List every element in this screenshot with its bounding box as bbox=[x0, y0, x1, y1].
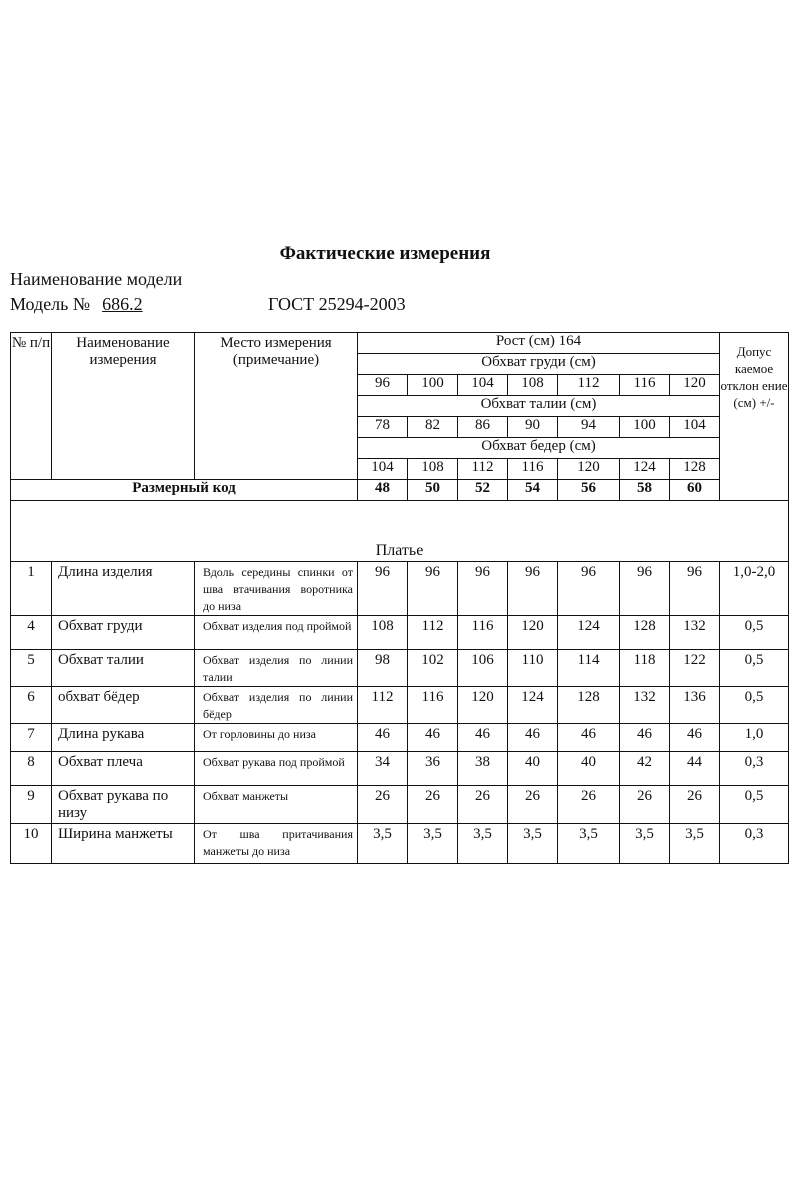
chest-value: 116 bbox=[620, 375, 670, 396]
measure-value: 96 bbox=[458, 562, 508, 616]
measure-value: 40 bbox=[558, 752, 620, 786]
waist-value: 90 bbox=[508, 417, 558, 438]
tolerance-value: 0,3 bbox=[720, 824, 789, 864]
waist-value: 86 bbox=[458, 417, 508, 438]
measure-value: 116 bbox=[408, 687, 458, 724]
waist-value: 104 bbox=[670, 417, 720, 438]
measure-value: 124 bbox=[508, 687, 558, 724]
measurements-table bbox=[10, 332, 789, 864]
measure-value: 3,5 bbox=[358, 824, 408, 864]
tolerance-value: 0,5 bbox=[720, 687, 789, 724]
row-number: 6 bbox=[11, 687, 52, 724]
measure-place: Обхват рукава под проймой bbox=[195, 752, 358, 786]
table-row bbox=[11, 724, 789, 752]
size-code: 48 bbox=[358, 480, 408, 501]
measure-name: обхват бёдер bbox=[52, 687, 195, 724]
header-height: Рост (см) 164 bbox=[358, 333, 720, 354]
measure-value: 96 bbox=[670, 562, 720, 616]
header-hips: Обхват бедер (см) bbox=[358, 438, 720, 459]
measure-value: 122 bbox=[670, 650, 720, 687]
chest-value: 100 bbox=[408, 375, 458, 396]
header-measure-place: Место измерения (примечание) bbox=[195, 333, 358, 480]
measure-value: 26 bbox=[358, 786, 408, 824]
measure-value: 136 bbox=[670, 687, 720, 724]
row-number: 8 bbox=[11, 752, 52, 786]
measure-value: 38 bbox=[458, 752, 508, 786]
measure-place: Обхват изделия по линии талии bbox=[195, 650, 358, 687]
measure-value: 3,5 bbox=[458, 824, 508, 864]
measure-value: 3,5 bbox=[670, 824, 720, 864]
waist-value: 78 bbox=[358, 417, 408, 438]
table-row bbox=[11, 650, 789, 687]
measure-value: 3,5 bbox=[508, 824, 558, 864]
table-row bbox=[11, 824, 789, 864]
section-title: Платье bbox=[11, 501, 789, 562]
table-row bbox=[11, 752, 789, 786]
chest-value: 120 bbox=[670, 375, 720, 396]
hips-value: 108 bbox=[408, 459, 458, 480]
hips-value: 116 bbox=[508, 459, 558, 480]
measure-value: 96 bbox=[558, 562, 620, 616]
document-title: Фактические измерения bbox=[279, 243, 491, 264]
measure-value: 118 bbox=[620, 650, 670, 687]
measure-value: 46 bbox=[508, 724, 558, 752]
row-number: 10 bbox=[11, 824, 52, 864]
measure-value: 26 bbox=[458, 786, 508, 824]
model-number-line bbox=[10, 294, 160, 315]
measure-value: 132 bbox=[620, 687, 670, 724]
row-number: 7 bbox=[11, 724, 52, 752]
hips-value: 112 bbox=[458, 459, 508, 480]
row-number: 5 bbox=[11, 650, 52, 687]
waist-value: 100 bbox=[620, 417, 670, 438]
hips-value: 104 bbox=[358, 459, 408, 480]
measure-value: 26 bbox=[620, 786, 670, 824]
table-row bbox=[11, 786, 789, 824]
chest-value: 104 bbox=[458, 375, 508, 396]
measure-value: 128 bbox=[558, 687, 620, 724]
measure-value: 46 bbox=[670, 724, 720, 752]
measure-value: 42 bbox=[620, 752, 670, 786]
table-row bbox=[11, 562, 789, 616]
measure-value: 96 bbox=[358, 562, 408, 616]
measure-place: Обхват манжеты bbox=[195, 786, 358, 824]
measure-value: 128 bbox=[620, 616, 670, 650]
measure-name: Обхват груди bbox=[52, 616, 195, 650]
measure-value: 124 bbox=[558, 616, 620, 650]
measure-value: 26 bbox=[558, 786, 620, 824]
header-chest: Обхват груди (см) bbox=[358, 354, 720, 375]
measure-value: 106 bbox=[458, 650, 508, 687]
measure-value: 34 bbox=[358, 752, 408, 786]
tolerance-value: 1,0 bbox=[720, 724, 789, 752]
measure-name: Обхват плеча bbox=[52, 752, 195, 786]
measure-place: Обхват изделия по линии бёдер bbox=[195, 687, 358, 724]
measure-value: 26 bbox=[670, 786, 720, 824]
measure-value: 46 bbox=[358, 724, 408, 752]
measure-value: 102 bbox=[408, 650, 458, 687]
chest-value: 96 bbox=[358, 375, 408, 396]
tolerance-value: 1,0-2,0 bbox=[720, 562, 789, 616]
measure-value: 110 bbox=[508, 650, 558, 687]
size-code: 50 bbox=[408, 480, 458, 501]
waist-value: 94 bbox=[558, 417, 620, 438]
waist-value: 82 bbox=[408, 417, 458, 438]
measure-value: 36 bbox=[408, 752, 458, 786]
measure-value: 44 bbox=[670, 752, 720, 786]
measure-name: Длина рукава bbox=[52, 724, 195, 752]
chest-value: 112 bbox=[558, 375, 620, 396]
measure-name: Ширина манжеты bbox=[52, 824, 195, 864]
size-code: 52 bbox=[458, 480, 508, 501]
model-name-label: Наименование модели bbox=[10, 269, 183, 289]
row-number: 1 bbox=[11, 562, 52, 616]
tolerance-value: 0,5 bbox=[720, 650, 789, 687]
tolerance-value: 0,3 bbox=[720, 752, 789, 786]
measure-value: 96 bbox=[508, 562, 558, 616]
table-row bbox=[11, 687, 789, 724]
measure-value: 112 bbox=[358, 687, 408, 724]
header-tolerance: Допус каемое отклон ение (см) +/- bbox=[720, 333, 789, 501]
tolerance-value: 0,5 bbox=[720, 616, 789, 650]
measure-value: 26 bbox=[408, 786, 458, 824]
size-code: 58 bbox=[620, 480, 670, 501]
row-number: 9 bbox=[11, 786, 52, 824]
hips-value: 120 bbox=[558, 459, 620, 480]
model-number-label: Модель № bbox=[10, 294, 91, 314]
measure-value: 3,5 bbox=[620, 824, 670, 864]
measure-value: 3,5 bbox=[408, 824, 458, 864]
header-number: № п/п bbox=[11, 333, 52, 480]
measure-value: 112 bbox=[408, 616, 458, 650]
measure-value: 46 bbox=[458, 724, 508, 752]
hips-value: 128 bbox=[670, 459, 720, 480]
size-code: 54 bbox=[508, 480, 558, 501]
size-code: 60 bbox=[670, 480, 720, 501]
size-code-label: Размерный код bbox=[11, 480, 358, 501]
measure-value: 3,5 bbox=[558, 824, 620, 864]
measure-place: От горловины до низа bbox=[195, 724, 358, 752]
model-number: 686.2 bbox=[102, 294, 143, 314]
measure-value: 46 bbox=[620, 724, 670, 752]
header-waist: Обхват талии (см) bbox=[358, 396, 720, 417]
measure-value: 132 bbox=[670, 616, 720, 650]
measure-value: 120 bbox=[508, 616, 558, 650]
measure-place: Вдоль середины спинки от шва втачивания воротника до низа bbox=[195, 562, 358, 616]
measure-place: Обхват изделия под проймой bbox=[195, 616, 358, 650]
gost-standard: ГОСТ 25294-2003 bbox=[268, 294, 406, 314]
measure-value: 46 bbox=[408, 724, 458, 752]
row-number: 4 bbox=[11, 616, 52, 650]
measure-value: 114 bbox=[558, 650, 620, 687]
measure-value: 120 bbox=[458, 687, 508, 724]
measure-value: 40 bbox=[508, 752, 558, 786]
measure-name: Обхват рукава по низу bbox=[52, 786, 195, 824]
measure-name: Обхват талии bbox=[52, 650, 195, 687]
measure-name: Длина изделия bbox=[52, 562, 195, 616]
measure-value: 98 bbox=[358, 650, 408, 687]
tolerance-value: 0,5 bbox=[720, 786, 789, 824]
measure-value: 96 bbox=[620, 562, 670, 616]
measure-value: 108 bbox=[358, 616, 408, 650]
chest-value: 108 bbox=[508, 375, 558, 396]
hips-value: 124 bbox=[620, 459, 670, 480]
measure-place: От шва притачивания манжеты до низа bbox=[195, 824, 358, 864]
table-row bbox=[11, 616, 789, 650]
measure-value: 96 bbox=[408, 562, 458, 616]
measure-value: 46 bbox=[558, 724, 620, 752]
size-code: 56 bbox=[558, 480, 620, 501]
measure-value: 116 bbox=[458, 616, 508, 650]
measure-value: 26 bbox=[508, 786, 558, 824]
header-measure-name: Наименование измерения bbox=[52, 333, 195, 480]
